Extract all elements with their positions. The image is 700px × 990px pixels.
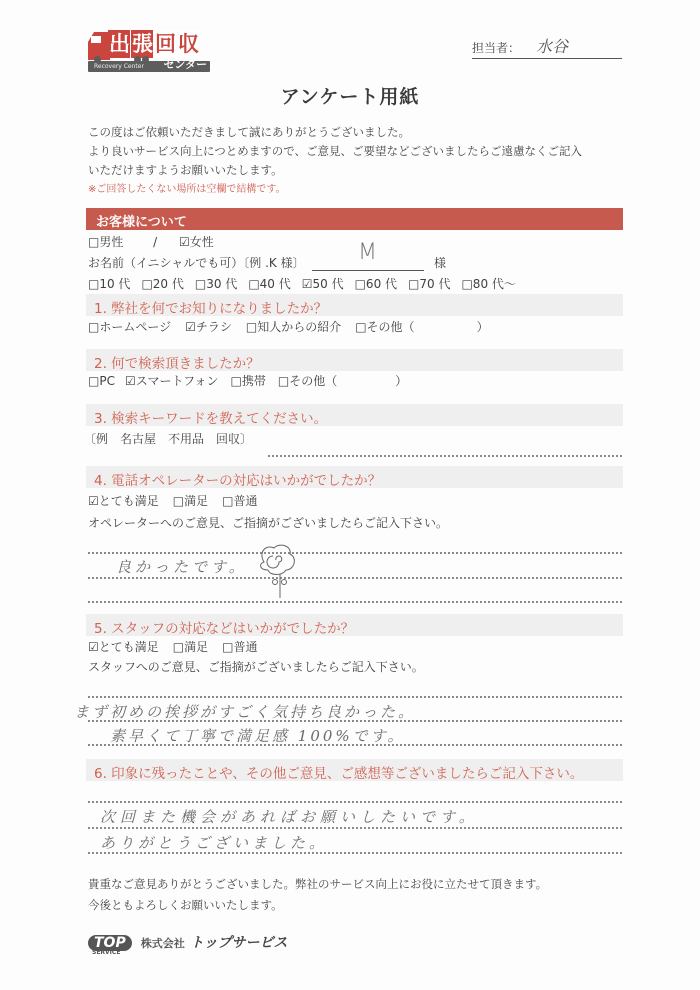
checkbox-pc[interactable]: □PC [88, 374, 115, 388]
checkbox-homepage[interactable]: □ホームページ [88, 320, 172, 334]
closing-line-2: 今後ともよろしくお願いいたします。 [88, 898, 283, 912]
checkbox-age-80[interactable]: □80 代〜 [461, 277, 516, 291]
q4-options [88, 494, 257, 508]
intro-line-2: より良いサービス向上につとめますので、ご意見、ご要望などございましたらご遠慮なくご記入 [88, 144, 583, 158]
age-row [88, 277, 516, 291]
comment-line[interactable] [88, 696, 622, 698]
q2-options [88, 374, 407, 388]
question-title: 1. 弊社を何でお知りになりましたか？ [94, 301, 328, 317]
impression-comment-line-1: 次回また機会があればお願いしたいです。 [100, 808, 479, 826]
other-close-paren: ） [476, 320, 489, 334]
logo-char: 回 [155, 32, 175, 56]
checkbox-other[interactable]: □その他（ [355, 320, 415, 334]
logo-subbar [88, 58, 210, 72]
checkbox-satisfied[interactable]: □満足 [172, 640, 209, 654]
section-header-q5 [86, 614, 623, 636]
checkbox-flyer[interactable]: ☑チラシ [185, 320, 232, 334]
top-logo-mark: TOP [88, 935, 132, 951]
logo-char: 出 [109, 32, 129, 56]
gender-row [88, 235, 214, 249]
checkbox-satisfied[interactable]: □満足 [172, 494, 209, 508]
checkbox-female[interactable]: ☑女性 [179, 235, 214, 249]
person-in-charge-value: 水谷 [536, 37, 569, 56]
optional-note: ※ご回答したくない場所は空欄で結構です。 [88, 184, 286, 195]
checkbox-age-20[interactable]: □20 代 [141, 277, 184, 291]
checkbox-very-satisfied[interactable]: ☑とても満足 [88, 494, 159, 508]
question-title: 2. 何で検索頂きましたか？ [94, 356, 260, 372]
section-title: お客様について [96, 215, 187, 230]
comment-line[interactable] [88, 577, 622, 579]
intro-line-3: いただけますようお願いいたします。 [88, 163, 283, 177]
section-header-q6 [86, 759, 623, 781]
top-service-logo [88, 932, 288, 956]
checkbox-normal[interactable]: □普通 [222, 494, 258, 508]
checkbox-smartphone[interactable]: ☑スマートフォン [124, 374, 219, 388]
page-title: アンケート用紙 [280, 86, 420, 108]
checkbox-male[interactable]: □男性 [88, 235, 124, 249]
section-header-q1 [86, 294, 623, 316]
q5-prompt: スタッフへのご意見、ご指摘がございましたらご記入下さい。 [88, 660, 424, 674]
section-header-customer [86, 208, 623, 230]
checkbox-mobile[interactable]: □携帯 [230, 374, 266, 388]
comment-line[interactable] [88, 801, 622, 803]
section-header-q2 [86, 349, 623, 371]
name-value: M [358, 240, 381, 265]
closing-line-1: 貴重なご意見ありがとうございました。弊社のサービス向上にお役に立たせて頂きます。 [88, 877, 548, 891]
recovery-center-logo [88, 28, 210, 72]
question-title: 4. 電話オペレーターの対応はいかがでしたか？ [94, 473, 382, 489]
person-in-charge-field[interactable] [472, 36, 622, 59]
question-title: 3. 検索キーワードを教えてください。 [94, 411, 328, 427]
q5-options [88, 640, 257, 654]
person-in-charge-label: 担当者： [472, 41, 521, 55]
logo-wordmark [108, 30, 200, 58]
checkbox-age-50[interactable]: ☑50 代 [301, 277, 344, 291]
intro-line-1: この度はご依頼いただきまして誠にありがとうございました。 [88, 125, 410, 139]
section-header-q4 [86, 466, 623, 488]
checkbox-referral[interactable]: □知人からの紹介 [245, 320, 342, 334]
checkbox-very-satisfied[interactable]: ☑とても満足 [88, 640, 159, 654]
company-name: トップサービス [189, 935, 288, 951]
question-title: 5. スタッフの対応などはいかがでしたか？ [94, 621, 355, 637]
question-title: 6. 印象に残ったことや、その他ご意見、ご感想等ございましたらご記入下さい。 [94, 766, 584, 782]
logo-english: Recovery Center [94, 63, 144, 70]
q3-example: 〔例 名古屋 不用品 回収〕 [84, 432, 253, 446]
comment-line[interactable] [88, 552, 622, 554]
logo-char: 収 [178, 32, 198, 56]
checkbox-age-60[interactable]: □60 代 [354, 277, 398, 291]
checkbox-normal[interactable]: □普通 [222, 640, 258, 654]
checkbox-age-40[interactable]: □40 代 [248, 277, 291, 291]
q1-options [88, 320, 489, 334]
staff-comment-line-2: 素早くて丁寧で満足感 100%です。 [110, 727, 406, 745]
staff-comment-line-1: まず初めの挨拶がすごく気持ち良かった。 [74, 703, 417, 721]
flower-doodle-icon [252, 540, 302, 598]
logo-katakana: センター [163, 58, 207, 71]
company-prefix: 株式会社 [140, 937, 185, 950]
gender-separator: / [153, 235, 158, 249]
comment-line[interactable] [88, 601, 622, 603]
section-header-q3 [86, 404, 623, 426]
logo-service-label: SERVICE [92, 949, 121, 956]
name-label: お名前（イニシャルでも可）〔例 .K 様〕 [88, 256, 305, 270]
other-close-paren: ） [395, 374, 408, 388]
checkbox-age-70[interactable]: □70 代 [408, 277, 451, 291]
q4-prompt: オペレーターへのご意見、ご指摘がございましたらご記入下さい。 [88, 516, 449, 530]
comment-line[interactable] [88, 827, 622, 829]
checkbox-age-30[interactable]: □30 代 [194, 277, 238, 291]
impression-comment-line-2: ありがとうございました。 [100, 834, 329, 852]
keyword-input-line[interactable] [268, 455, 622, 457]
checkbox-other[interactable]: □その他（ [277, 374, 338, 388]
operator-comment: 良かったです。 [116, 558, 248, 576]
name-suffix: 様 [434, 256, 447, 270]
logo-char: 張 [132, 32, 152, 56]
name-field[interactable] [312, 240, 424, 271]
checkbox-age-10[interactable]: □10 代 [88, 277, 131, 291]
